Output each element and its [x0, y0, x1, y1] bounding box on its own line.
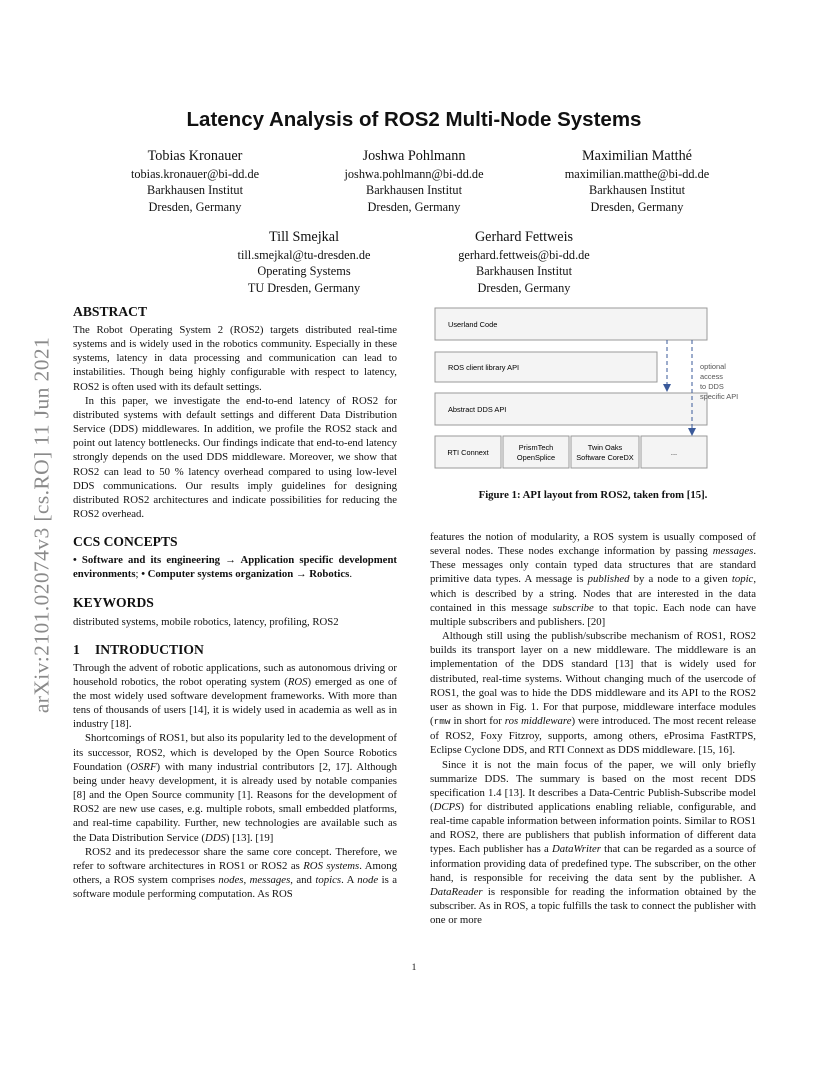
rcl-box [435, 352, 657, 382]
other-impl-label: ... [670, 448, 678, 457]
optional-label-2: access [700, 372, 724, 381]
userland-label: Userland Code [448, 320, 498, 329]
author-email: till.smejkal@tu-dresden.de [237, 248, 371, 262]
left-column [73, 304, 397, 901]
dds-api-label: Abstract DDS API [448, 405, 507, 414]
author-affiliation: Operating Systems [257, 264, 351, 279]
coredx-label-2: Software CoreDX [576, 453, 634, 462]
introduction-heading [73, 642, 397, 658]
author-block-1 [105, 147, 285, 215]
intro-paragraph-3: ROS2 and its predecessor share the same core concept. Therefore, we refer to software architectures in ROS1 or ROS2 as ROS systems. Among others, a ROS system comprises nodes, messages, and topics. A node is a software module performing computation. As ROS [73, 845, 398, 901]
author-affiliation: Barkhausen Institut [476, 264, 572, 279]
optional-label-4: specific API [700, 392, 739, 401]
author-location: Dresden, Germany [590, 199, 684, 214]
intro-paragraph-1: Through the advent of robotic applications, such as autonomous driving or household robotics, the robot operating system (ROS) emerged as one of the most widely used software development frameworks. With more than tens of thousands of users [14], it is widely used in academia as well as in industry [18]. [73, 661, 398, 731]
author-name: Gerhard Fettweis [474, 229, 574, 245]
author-affiliation: Barkhausen Institut [589, 183, 685, 198]
author-email: joshwa.pohlmann@bi-dd.de [344, 167, 484, 181]
right-paragraph-3: Since it is not the main focus of the paper, we will only briefly summarize DDS. The summary is based on the most recent DDS specification 1.4 [13]. It describes a Data-Centric Publish-Subscribe model (DCPS) for distributed applications enabling reliable, configurable, and real-time capable information between information points. Similar to ROS1 and ROS2, there are publishers that publish information of different data types. Each publisher has a DataWriter that can be regarded as a source of information providing data of predefined type. The subscriber, on the other hand, is responsible for receiving the data sent by the publisher. A DataReader is responsible for reading the information obtained by the subscriber. As in ROS, a topic fulfills the task to connect the publisher with one or more [430, 758, 756, 927]
rti-connext-box [435, 436, 501, 468]
arxiv-identifier-text: arXiv:2101.02074v3 [cs.RO] 11 Jun 2021 [29, 336, 54, 714]
figure-caption: Figure 1: API layout from ROS2, taken from [15]. [478, 489, 708, 501]
page-number: 1 [411, 963, 417, 973]
author-name: Tobias Kronauer [147, 148, 243, 164]
paper-title: Latency Analysis of ROS2 Multi-Node Systems [186, 108, 642, 131]
coredx-label-1: Twin Oaks [587, 443, 623, 452]
author-affiliation: Barkhausen Institut [147, 183, 243, 198]
author-location: TU Dresden, Germany [247, 280, 361, 295]
intro-paragraph-2: Shortcomings of ROS1, but also its popularity led to the development of its successor, ROS2, which is developed by the Open Source Robotics Foundation (OSRF) with many industrial contributors [2, 17]. Although being under heavy development, it is already used by notable companies [8] and the Open Source community [1]. Reasons for the development of ROS2 are new use cases, e.g. multiple robots, small embedded platforms, and real-time capability. Further, new technologies are available such as the Data Distribution Service (DDS) [13]. [19] [73, 732, 398, 844]
rcl-label: ROS client library API [448, 363, 520, 372]
author-name: Till Smejkal [268, 229, 340, 245]
author-location: Dresden, Germany [477, 280, 571, 295]
right-paragraph-1: features the notion of modularity, a ROS system is usually composed of several nodes. These nodes exchange information by passing messages. These messages only contain typed data structures that are standard primitive data types. A message is published by a node to a given topic, which is described by a string. Nodes that are interested in the data contained in this message subscribe to that topic. Each node can have multiple subscribers and publishers. [20] [430, 531, 757, 628]
ccs-item-2: • Computer systems organization → Robotics [141, 568, 350, 581]
abstract-paragraph-1: The Robot Operating System 2 (ROS2) targets distributed real-time systems and is widely used in the robotics community. Especially in these systems, latency in data processing and communication can lead to instabilities. Though being highly configurable with respect to latency, ROS2 is often used with its default settings. [73, 324, 397, 393]
arxiv-identifier [22, 290, 62, 760]
author-email: tobias.kronauer@bi-dd.de [130, 167, 260, 181]
author-name: Maximilian Matthé [582, 148, 692, 164]
coredx-box [571, 436, 639, 468]
keywords-heading: KEYWORDS [73, 594, 154, 610]
author-email: maximilian.matthe@bi-dd.de [564, 167, 710, 181]
opensplice-box [503, 436, 569, 468]
ccs-item-1: • Software and its engineering → Application specific development environments [73, 554, 397, 581]
author-block-5 [434, 228, 614, 296]
other-impl-box [641, 436, 707, 468]
userland-box [435, 308, 707, 340]
abstract-paragraph-2: In this paper, we investigate the end-to-end latency of ROS2 for distributed systems with default settings and different Data Distribution Service (DDS) middlewares. In addition, we profile the ROS2 stack and point out latency bottlenecks. Our findings indicate that end-to-end latency strongly depends on the used DDS middleware. Moreover, we show that ROS2 can lead to 50 % latency overhead compared to using low-level DDS communications. Our results imply guidelines for designing distributed ROS2 architectures and indicate possibilities for reducing the ROS2 overhead. [73, 394, 397, 521]
ccs-end: . [349, 568, 352, 581]
section-title: INTRODUCTION [95, 641, 204, 657]
author-block-3 [542, 147, 732, 215]
author-block-4 [214, 228, 394, 296]
rti-connext-label: RTI Connext [447, 448, 489, 457]
abstract-heading: ABSTRACT [73, 304, 148, 319]
ccs-separator: ; [135, 568, 142, 581]
optional-label-3: to DDS [700, 382, 724, 391]
author-name: Joshwa Pohlmann [362, 148, 466, 164]
dds-api-box [435, 393, 707, 425]
author-location: Dresden, Germany [148, 199, 242, 214]
opensplice-label-1: PrismTech [518, 443, 554, 452]
right-paragraph-2: Although still using the publish/subscribe mechanism of ROS1, ROS2 builds its transport layer on a new middleware. The middleware is an implementation of the DDS standard [13] that is widely used for distributed, real-time systems. Without changing much of the usercode of ROS1, the goal was to hide the DDS middleware and its API to the ROS2 user as shown in Fig. 1. For that purpose, middleware interface modules (rmw in short for ros middleware) were introduced. The most recent release of ROS2, Foxy Fitzroy, supports, among others, eProsima FastRTPS, Eclipse Cyclone DDS, and RTI Connext as DDS middleware. [15, 16]. [430, 630, 756, 757]
author-email: gerhard.fettweis@bi-dd.de [458, 248, 590, 262]
author-location: Dresden, Germany [367, 199, 461, 214]
ccs-concepts [73, 553, 397, 581]
author-block-2 [324, 147, 504, 215]
author-affiliation: Barkhausen Institut [366, 183, 462, 198]
figure-api-layout [430, 304, 760, 476]
optional-label-1: optional [700, 362, 726, 371]
section-number: 1 [73, 641, 80, 657]
keywords-text: distributed systems, mobile robotics, latency, profiling, ROS2 [73, 615, 339, 628]
right-column [430, 530, 756, 927]
ccs-heading: CCS CONCEPTS [73, 534, 178, 550]
opensplice-label-2: OpenSplice [516, 453, 556, 462]
